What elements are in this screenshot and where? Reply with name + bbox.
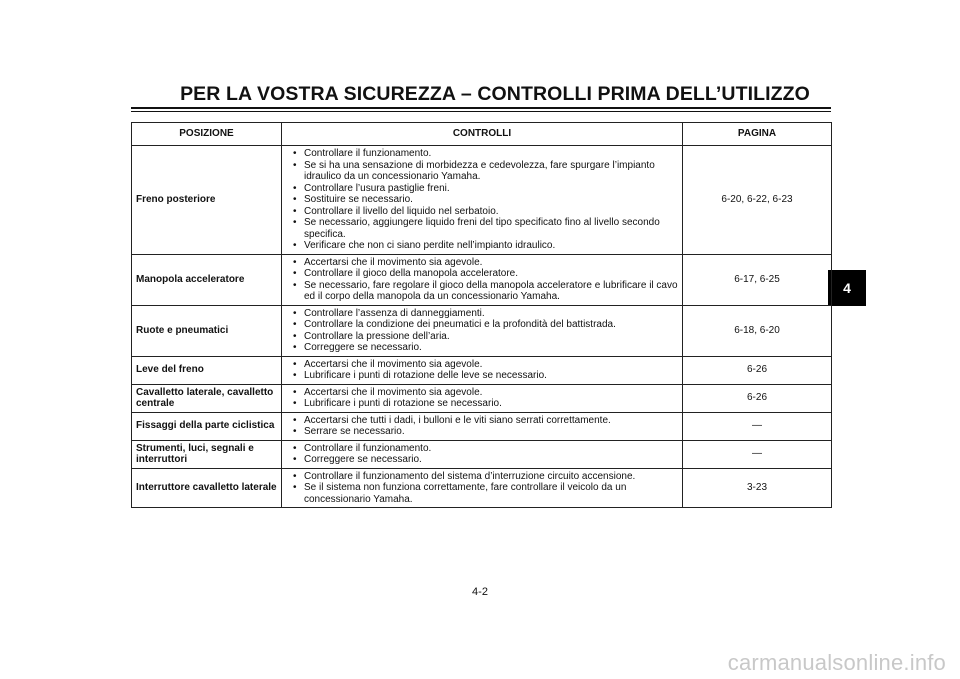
cell-position: Manopola acceleratore — [132, 254, 282, 305]
cell-page: 6-20, 6-22, 6-23 — [683, 146, 832, 255]
column-header-position: POSIZIONE — [132, 123, 282, 146]
check-list — [286, 415, 678, 438]
table-row — [132, 412, 832, 440]
cell-position: Ruote e pneumatici — [132, 305, 282, 356]
check-item: • Controllare il livello del liquido nel serbatoio. — [286, 206, 678, 218]
cell-position: Strumenti, luci, segnali e interruttori — [132, 440, 282, 468]
check-item: • Controllare la pressione dell’aria. — [286, 331, 678, 343]
cell-page: 6-26 — [683, 356, 832, 384]
cell-page: — — [683, 440, 832, 468]
check-item: • Serrare se necessario. — [286, 426, 678, 438]
check-item: • Accertarsi che il movimento sia agevole. — [286, 359, 678, 371]
cell-position: Freno posteriore — [132, 146, 282, 255]
check-item: • Controllare il funzionamento. — [286, 148, 678, 160]
cell-position: Fissaggi della parte ciclistica — [132, 412, 282, 440]
check-item: • Controllare il funzionamento del sistema d’interruzione circuito accensione. — [286, 471, 678, 483]
cell-position: Cavalletto laterale, cavalletto centrale — [132, 384, 282, 412]
watermark: carmanualsonline.info — [727, 650, 946, 675]
cell-page: 6-26 — [683, 384, 832, 412]
cell-checks — [282, 440, 683, 468]
title-rule-thick — [131, 107, 831, 109]
check-item: • Accertarsi che il movimento sia agevole. — [286, 387, 678, 399]
cell-checks — [282, 305, 683, 356]
cell-page: 6-18, 6-20 — [683, 305, 832, 356]
cell-checks — [282, 254, 683, 305]
column-header-page: PAGINA — [683, 123, 832, 146]
table-row — [132, 356, 832, 384]
table-row — [132, 384, 832, 412]
cell-page: 3-23 — [683, 468, 832, 508]
table-row — [132, 305, 832, 356]
table-row — [132, 440, 832, 468]
check-item: • Sostituire se necessario. — [286, 194, 678, 206]
check-list — [286, 359, 678, 382]
check-item: • Accertarsi che il movimento sia agevole. — [286, 257, 678, 269]
check-item: • Controllare la condizione dei pneumatici e la profondità del battistrada. — [286, 319, 678, 331]
table-row — [132, 254, 832, 305]
check-list — [286, 443, 678, 466]
check-item: • Se necessario, fare regolare il gioco della manopola acceleratore e lubrificare il cavo ed il corpo della manopola da un concessionario Yamaha. — [286, 280, 678, 303]
check-item: • Verificare che non ci siano perdite nell’impianto idraulico. — [286, 240, 678, 252]
cell-checks — [282, 356, 683, 384]
page-title: PER LA VOSTRA SICUREZZA – CONTROLLI PRIMA DELL’UTILIZZO — [180, 83, 810, 105]
page-number: 4-2 — [472, 586, 488, 598]
column-header-checks: CONTROLLI — [282, 123, 683, 146]
cell-checks — [282, 412, 683, 440]
cell-checks — [282, 384, 683, 412]
table-body — [132, 146, 832, 508]
cell-position: Leve del freno — [132, 356, 282, 384]
check-item: • Controllare l’assenza di danneggiamenti. — [286, 308, 678, 320]
cell-page: 6-17, 6-25 — [683, 254, 832, 305]
cell-checks — [282, 146, 683, 255]
check-item: • Correggere se necessario. — [286, 454, 678, 466]
check-list — [286, 387, 678, 410]
check-item: • Correggere se necessario. — [286, 342, 678, 354]
check-item: • Controllare l’usura pastiglie freni. — [286, 183, 678, 195]
cell-checks — [282, 468, 683, 508]
check-item: • Accertarsi che tutti i dadi, i bulloni e le viti siano serrati correttamente. — [286, 415, 678, 427]
table-header-row — [132, 123, 832, 146]
check-item: • Se il sistema non funziona correttamente, fare controllare il veicolo da un concessionario Yamaha. — [286, 482, 678, 505]
check-item: • Se si ha una sensazione di morbidezza e cedevolezza, fare spurgare l’impianto idraulico da un concessionario Yamaha. — [286, 160, 678, 183]
check-list — [286, 471, 678, 506]
check-item: • Lubrificare i punti di rotazione se necessario. — [286, 398, 678, 410]
check-item: • Controllare il gioco della manopola acceleratore. — [286, 268, 678, 280]
inspection-table — [131, 122, 832, 508]
check-item: • Se necessario, aggiungere liquido freni del tipo specificato fino al livello secondo specifica. — [286, 217, 678, 240]
cell-position: Interruttore cavalletto laterale — [132, 468, 282, 508]
cell-page: — — [683, 412, 832, 440]
check-list — [286, 308, 678, 354]
chapter-tab: 4 — [828, 270, 866, 306]
check-list — [286, 257, 678, 303]
check-list — [286, 148, 678, 252]
title-rule-thin — [131, 111, 831, 112]
table-row — [132, 146, 832, 255]
table-row — [132, 468, 832, 508]
check-item: • Lubrificare i punti di rotazione delle leve se necessario. — [286, 370, 678, 382]
check-item: • Controllare il funzionamento. — [286, 443, 678, 455]
